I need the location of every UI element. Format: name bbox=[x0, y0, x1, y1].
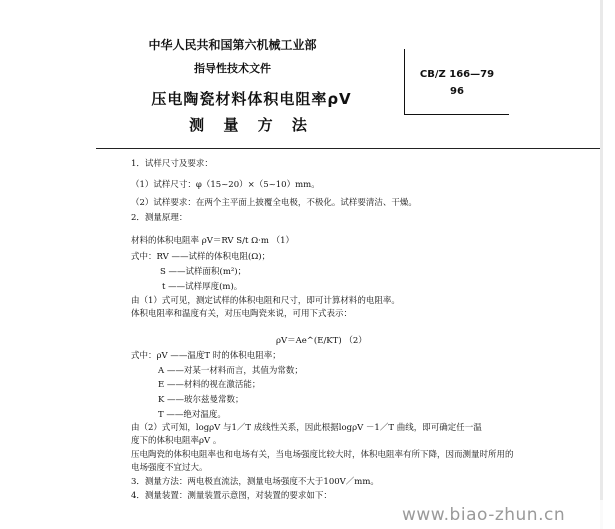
paragraph: 由（1）式可见，测定试样的体积电阻和尺寸，即可计算材料的电阻率。 bbox=[131, 296, 400, 306]
document-title: 压电陶瓷材料体积电阻率ρV bbox=[151, 90, 352, 108]
section-1-heading: 1．试样尺寸及要求： bbox=[131, 159, 213, 169]
paragraph: 度下的体积电阻率ρV 。 bbox=[131, 436, 222, 446]
paragraph: 由（2）式可知，logρV 与1／T 成线性关系，因此根据logρV －1／T 曲线，即可确定任一温 bbox=[131, 423, 482, 433]
paragraph: （1）试样尺寸：φ（15~20）×（5~10）mm。 bbox=[131, 180, 320, 190]
variable-definition: t ——试样厚度(m)。 bbox=[162, 282, 243, 292]
variable-definition: K ——玻尔兹曼常数； bbox=[158, 395, 244, 405]
section-4-text: 4．测量装置：测量装置示意图，对装置的要求如下： bbox=[131, 491, 332, 501]
standard-number-box bbox=[404, 49, 509, 115]
variable-definition: T ——绝对温度。 bbox=[158, 410, 226, 420]
document-type: 指导性技术文件 bbox=[194, 62, 271, 75]
standard-code: CB/Z 166—79 bbox=[419, 69, 495, 80]
variable-definition: E ——材料的视在激活能； bbox=[158, 380, 261, 390]
formula-1: 材料的体积电阻率 ρV＝RV S/t Ω·m （1） bbox=[131, 236, 294, 246]
section-2-heading: 2．测量原理： bbox=[131, 213, 188, 223]
variable-definition: A ——对某一材料而言，其值为常数； bbox=[158, 366, 303, 376]
paragraph: 压电陶瓷的体积电阻率也和电场有关，当电场强度比较大时，体积电阻率有所下降，因而测量时所用的 bbox=[131, 450, 514, 460]
paragraph: （2）试样要求：在两个主平面上披覆全电极，不极化。试样要清洁、干燥。 bbox=[131, 198, 417, 208]
variable-definition: 式中：RV ——试样的体积电阻(Ω)； bbox=[131, 252, 271, 262]
paragraph: 电场强度不宜过大。 bbox=[131, 463, 208, 473]
section-3-text: 3．测量方法：两电极直流法，测量电场强度不大于100V／mm。 bbox=[131, 477, 379, 487]
variable-definition: 式中：ρV ——温度T 时的体积电阻率； bbox=[131, 351, 281, 361]
formula-2: ρV＝Ae^(E/KT) （2） bbox=[276, 336, 367, 346]
site-watermark: www.biao-zhun.cn bbox=[402, 505, 566, 525]
page-edge-shadow bbox=[600, 0, 603, 529]
ministry-heading: 中华人民共和国第六机械工业部 bbox=[148, 38, 317, 52]
standard-year: 96 bbox=[450, 86, 464, 97]
header-divider bbox=[96, 148, 601, 149]
document-subtitle: 测 量 方 法 bbox=[189, 116, 314, 134]
variable-definition: S ——试样面积(m²)； bbox=[160, 267, 247, 277]
paragraph: 体积电阻率和温度有关，对压电陶瓷来说，可用下式表示： bbox=[131, 309, 353, 319]
